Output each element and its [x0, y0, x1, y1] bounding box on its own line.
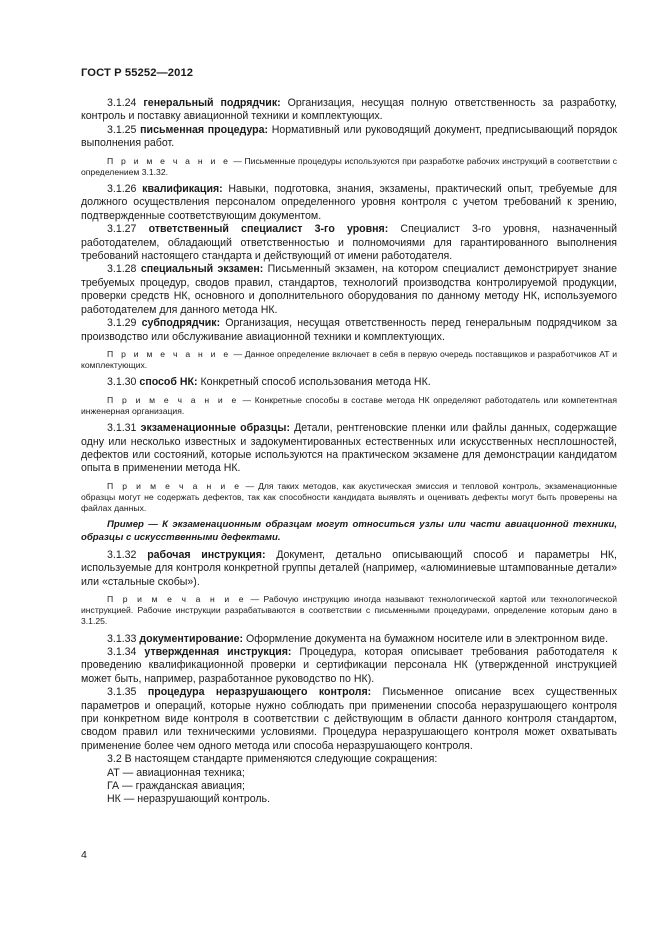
- clause-3-1-33: 3.1.33 документирование: Оформление документа на бумажном носителе или в электронном виде.: [107, 632, 609, 645]
- note-3-1-29: П р и м е ч а н и е — Данное определение включает в себя в первую очередь поставщиков и разработчиков АТ и комплектующих.: [81, 348, 618, 371]
- term: специальный экзамен:: [140, 263, 264, 276]
- clause-3-1-30: 3.1.30 способ НК: Конкретный способ использования метода НК.: [107, 376, 431, 389]
- abbreviation-item: ГА — гражданская авиация;: [107, 780, 245, 793]
- document-body: [81, 97, 617, 807]
- clause-3-1-35: 3.1.35 процедура неразрушающего контроля: Письменное описание всех существенных параметров и операций, которые нужно соблюдать при применении способа неразрушающего контроля при конкретном виде контроля в соответствии с действующим в области данного контроля стандартом, сводом правил или техническими условиями. Процедура неразрушающего контроля может охватывать применение более чем одного метода или способа неразрушающего контроля.: [81, 686, 617, 752]
- note-3-1-32: П р и м е ч а н и е — Рабочую инструкцию иногда называют технологической картой или технологической инструкцией. Рабочие инструкции разрабатываются в соответствии с письменными процедурами, определение которым дано в 3.1.25.: [81, 593, 618, 627]
- term: субподрядчик:: [141, 317, 221, 330]
- clause-3-1-29: 3.1.29 субподрядчик: Организация, несущая ответственность перед генеральным подрядчиком за производство или обслуживание авиационной техники и комплектующих.: [81, 317, 617, 343]
- page-number: 4: [81, 849, 87, 861]
- note-3-1-30: П р и м е ч а н и е — Конкретные способы в составе метода НК определяют работодатель или компетентная инженерная организация.: [81, 394, 617, 416]
- term: генеральный подрядчик:: [143, 97, 281, 109]
- clause-3-1-34: 3.1.34 утвержденная инструкция: Процедура, которая описывает требования работодателя к проведению квалификационной проверки и сертификации персонала НК (утвержденной инструкцией может быть, например, разработанное руководство по НК).: [81, 646, 617, 685]
- clause-3-1-28: 3.1.28 специальный экзамен: Письменный экзамен, на котором специалист демонстрирует знание требуемых процедур, сводов правил, стандартов, технологий производства контролируемой продукции, проверки средств НК, основного и дополнительного оборудования по данному методу НК, используемого работодателем для данного метода НК.: [81, 263, 617, 316]
- term: рабочая инструкция:: [147, 548, 266, 561]
- term: письменная процедура:: [140, 123, 268, 136]
- term: утвержденная инструкция:: [144, 646, 292, 658]
- term: экзаменационные образцы:: [140, 422, 290, 435]
- abbreviation-item: АТ — авиационная техника;: [107, 766, 245, 779]
- clause-3-1-27: 3.1.27 ответственный специалист 3-го уровня: Специалист 3-го уровня, назначенный работодателем, обладающий ответственностью и полномочиями для гарантированного выполнения требований настоящего стандарта и действующий от имени работодателя.: [81, 223, 617, 263]
- section-3-2: 3.2 В настоящем стандарте применяются следующие сокращения:: [107, 753, 438, 766]
- term: ответственный специалист 3-го уровня:: [148, 223, 389, 236]
- term: способ НК:: [139, 376, 198, 389]
- clause-3-1-25: 3.1.25 письменная процедура: Нормативный или руководящий документ, предписывающий порядок выполнения работ.: [81, 123, 618, 150]
- clause-3-1-31: 3.1.31 экзаменационные образцы: Детали, рентгеновские пленки или файлы данных, содержащие одну или несколько известных и задокументированных естественных или искусственных несплошностей, дефектов или состояний, которые используются на практическом экзамене для демонстрации кандидатом опыта в применении метода НК.: [81, 422, 617, 475]
- abbreviation-item: НК — неразрушающий контроль.: [107, 793, 271, 806]
- example-3-1-31: Пример — К экзаменационным образцам могут относиться узлы или части авиационной техники, образцы с искусственными дефектами.: [81, 519, 617, 543]
- document-header-code: ГОСТ Р 55252—2012: [81, 67, 194, 79]
- clause-3-1-24: 3.1.24 генеральный подрядчик: Организация, несущая полную ответственность за разработку, контроль и поставку авиационной техники и комплектующих.: [81, 97, 617, 123]
- abbreviation-list: [81, 767, 617, 807]
- note-3-1-31: П р и м е ч а н и е — Для таких методов, как акустическая эмиссия и тепловой контроль, экзаменационные образцы могут не содержать дефектов, так как способности кандидата выявлять и оценивать дефекты могут быть проверены на файлах данных.: [81, 480, 617, 514]
- clause-3-1-32: 3.1.32 рабочая инструкция: Документ, детально описывающий способ и параметры НК, используемые для контроля конкретной группы деталей (например, «алюминиевые штампованные детали» или «стальные скобы»).: [81, 548, 617, 588]
- clause-3-1-26: 3.1.26 квалификация: Навыки, подготовка, знания, экзамены, практический опыт, требуемые для должного осуществления персоналом определенного уровня контроля с учетом требований к зрению, подтвержденные соответствующим документом.: [81, 183, 617, 222]
- term: процедура неразрушающего контроля:: [147, 686, 372, 699]
- term: документирование:: [139, 632, 244, 645]
- note-3-1-25: П р и м е ч а н и е — Письменные процедуры используются при разработке рабочих инструкций в соответствии с определением 3.1.32.: [81, 155, 618, 177]
- term: квалификация:: [142, 183, 223, 196]
